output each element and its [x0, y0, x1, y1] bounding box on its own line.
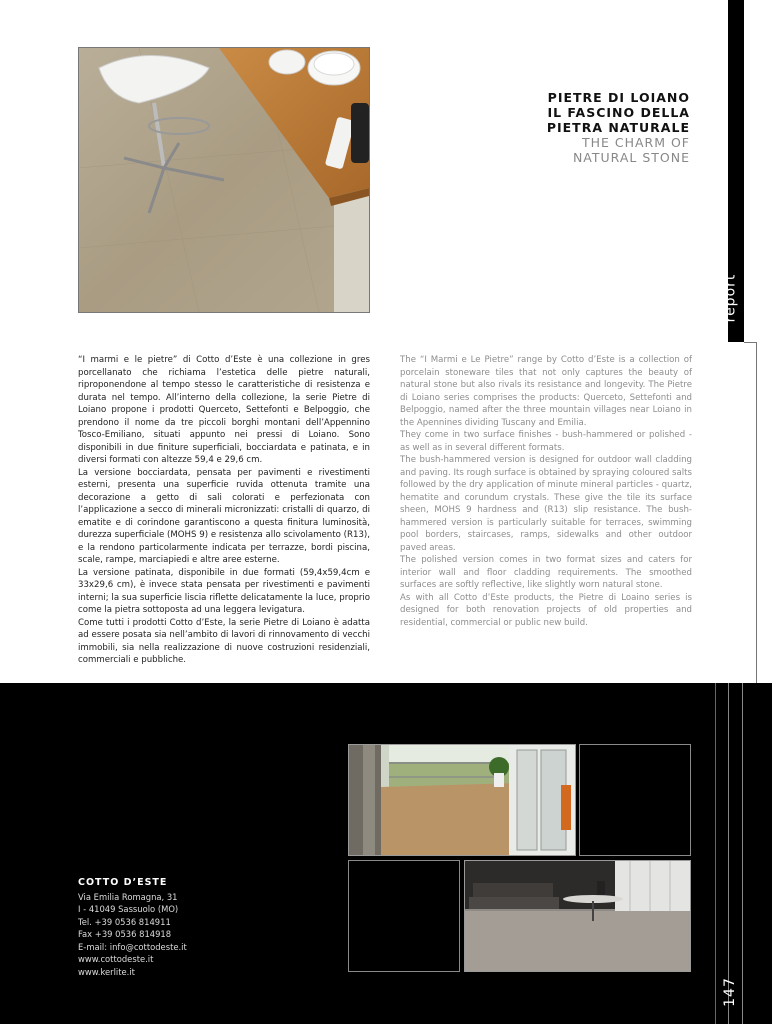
title-english-line: THE CHARM OF [581, 135, 690, 150]
paragraph: Come tutti i prodotti Cotto d’Este, la serie Pietre di Loiano è adatta ad essere posata sia nell’ambito di lavori di rinnovamento di vecchi immobili, sia nella realizzazione di nuove costruzioni residenziali, commerciali e pubbliche. [78, 617, 370, 665]
margin-rule [756, 342, 757, 684]
website-link: www.kerlite.it [78, 966, 135, 977]
article-title [547, 90, 690, 165]
email: E-mail: info@cottodeste.it [78, 941, 187, 952]
italian-text-column [78, 354, 370, 667]
paragraph: La versione bocciardata, pensata per pavimenti e rivestimenti esterni, presenta una superficie ruvida ottenuta tramite una decorazione a getto di sali colorati e perfezionata con l’applicazione a secco di minerali micronizzati: cristalli di quarzo, di ematite e di corindone garantiscono a questa finitura luminosità, durezza superficiale (MOHS 9) e resistenza allo scivolamento (R13), e la rendono particolarmente indicata per terrazze, bordi piscina, scale, rampe, marciapiedi e altre aree esterne. [78, 467, 370, 565]
fax: Fax +39 0536 814918 [78, 929, 172, 939]
living-room-photo [464, 860, 691, 972]
paragraph: The polished version comes in two format sizes and caters for interior wall and floor cladding requirements. The smoothed surfaces are softly reflective, like slightly worn natural stone. [400, 555, 692, 590]
title-italian-line: IL FASCINO DELLA [547, 105, 690, 120]
paragraph: They come in two surface finishes - bush-hammered or polished - as well as in several different formats. [400, 430, 692, 453]
margin-rule-tick [744, 342, 756, 343]
paragraph: The bush-hammered version is designed for outdoor wall cladding and paving. Its rough surface is obtained by spraying coloured salts followed by the dry application of minute mineral particles - quartz, hematite and corundum crystals. These give the tile its surface sheen, MOHS 9 hardness and (R13) slip resistance. The bush-hammered version is particularly suitable for terraces, swimming pool borders, staircases, ramps, sidewalks and other outdoor paved areas. [400, 455, 692, 553]
section-label-text: report [722, 273, 739, 323]
address-line: I - 41049 Sassuolo (MO) [78, 904, 179, 914]
hero-illustration [79, 48, 369, 312]
margin-rule [715, 683, 716, 1024]
hero-photo [78, 47, 370, 313]
address-line: Via Emilia Romagna, 31 [78, 891, 178, 902]
paragraph: As with all Cotto d’Este products, the Pietre di Loaino series is designed for both renovation projects of old properties and residential, commercial or public new build. [400, 592, 692, 628]
empty-frame [579, 744, 691, 856]
title-italian-line: PIETRE DI LOIANO [547, 90, 690, 105]
phone: Tel. +39 0536 814911 [78, 916, 171, 927]
title-italian-line: PIETRA NATURALE [546, 120, 690, 135]
paragraph: La versione patinata, disponibile in due formati (59,4x59,4cm e 33x29,6 cm), è invece stata pensata per rivestimenti e pavimenti interni; la sua superficie liscia riflette delicatamente la luce, proprio come la pietra sottoposta ad una leggera levigatura. [78, 567, 370, 615]
english-text-column [400, 354, 692, 629]
contact-block [78, 877, 187, 978]
paragraph: The “I Marmi e Le Pietre” range by Cotto d’Este is a collection of porcelain stoneware tiles that not only captures the beauty of natural stone but also rivals its resistance and longevity. The Pietre di Loiano series comprises the products: Querceto, Settefonti and Belpoggio, named after the three mountain villages near Loiano in the Apennines dividing Tuscany and Emilia. [400, 355, 692, 428]
living-room-illustration [465, 861, 690, 971]
terrace-illustration [349, 745, 575, 855]
page-number [717, 970, 745, 1010]
section-label [722, 270, 750, 330]
paragraph: “I marmi e le pietre” di Cotto d’Este è una collezione in gres porcellanato che richiama l’estetica delle pietre naturali, riproponendone al tempo stesso le caratteristiche di resistenza e durata nel tempo. All’interno della collezione, la serie Pietre di Loiano propone i prodotti Querceto, Settefonti e Belpoggio, che prendono il nome da tre piccoli borghi montani dell’Appennino Tosco-Emiliano, situati appunto nei pressi di Loiano. Sono disponibili in due finiture superficiali, bocciardata e patinata, e in diversi formati con altezze 59,4 e 29,6 cm. [78, 355, 370, 465]
terrace-photo [348, 744, 576, 856]
title-english-line: NATURAL STONE [572, 150, 690, 165]
company-name: COTTO D’ESTE [78, 877, 168, 888]
empty-frame [348, 860, 460, 972]
page-number-text: 147 [721, 977, 738, 1007]
website-link: www.cottodeste.it [78, 954, 154, 964]
